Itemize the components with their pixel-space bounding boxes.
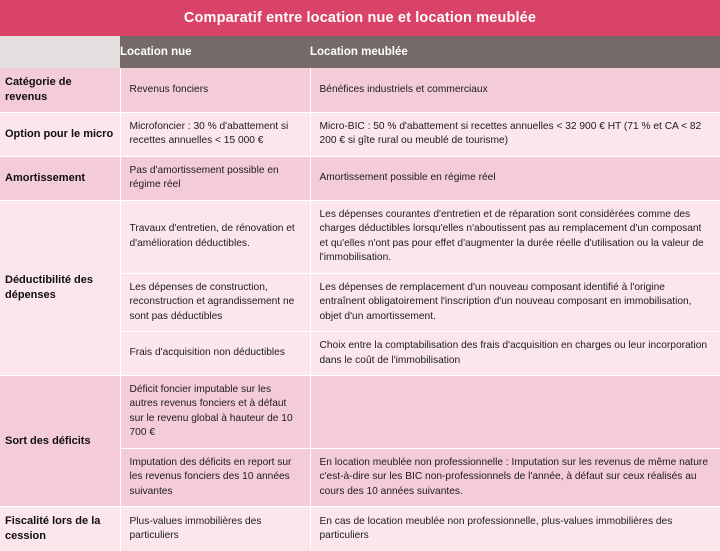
table-row [0,200,720,273]
row-label-amortissement: Amortissement [0,156,120,200]
cell-meublee-deductibilite-1: Les dépenses courantes d'entretien et de réparation sont considérées comme des charges déductibles lorsqu'elles n'aboutissent pas au remplacement d'un composant et qu'elles n'ont pas pour effet d'augmenter la durée réelle d'utilisation ou la valeur de l'immobilisation. [310,200,720,273]
cell-meublee-fiscalite: En cas de location meublée non professionnelle, plus-values immobilières des particuliers [310,507,720,551]
row-label-categorie-de-revenus: Catégorie de revenus [0,68,120,112]
cell-meublee-amortissement: Amortissement possible en régime réel [310,156,720,200]
row-label-fiscalite-lors-de-la-cession: Fiscalité lors de la cession [0,507,120,551]
row-label-option-pour-le-micro: Option pour le micro [0,112,120,156]
cell-meublee-sort-des-deficits-1 [310,375,720,448]
cell-nue-categorie-de-revenus: Revenus fonciers [120,68,310,112]
cell-meublee-categorie-de-revenus: Bénéfices industriels et commerciaux [310,68,720,112]
table-header-row [0,36,720,68]
comparison-table [0,36,720,551]
table-header-location-meublee: Location meublée [310,36,720,68]
cell-nue-deductibilite-3: Frais d'acquisition non déductibles [120,332,310,376]
cell-meublee-deductibilite-2: Les dépenses de remplacement d'un nouveau composant identifié à l'origine entraînent obligatoirement l'inscription d'un nouveau composant en immobilisation, objet d'un amortissement. [310,273,720,331]
cell-meublee-deductibilite-3: Choix entre la comptabilisation des frais d'acquisition en charges ou leur incorporation dans le coût de l'immobilisation [310,332,720,376]
table-header-location-nue: Location nue [120,36,310,68]
row-label-sort-des-deficits: Sort des déficits [0,375,120,506]
table-row [0,507,720,551]
cell-nue-deductibilite-1: Travaux d'entretien, de rénovation et d'amélioration déductibles. [120,200,310,273]
document-title-bar [0,0,720,36]
cell-nue-deductibilite-2: Les dépenses de construction, reconstruction et agrandissement ne sont pas déductibles [120,273,310,331]
cell-nue-option-pour-le-micro: Microfoncier : 30 % d'abattement si recettes annuelles < 15 000 € [120,112,310,156]
cell-nue-amortissement: Pas d'amortissement possible en régime réel [120,156,310,200]
table-row [0,375,720,448]
cell-nue-sort-des-deficits-2: Imputation des déficits en report sur les revenus fonciers des 10 années suivantes [120,448,310,506]
table-row [0,68,720,112]
cell-meublee-option-pour-le-micro: Micro-BIC : 50 % d'abattement si recettes annuelles < 32 900 € HT (71 % et CA < 82 200 € si gîte rural ou meublé de tourisme) [310,112,720,156]
cell-nue-fiscalite: Plus-values immobilières des particuliers [120,507,310,551]
page-title: Comparatif entre location nue et location meublée [183,10,537,26]
cell-nue-sort-des-deficits-1: Déficit foncier imputable sur les autres revenus fonciers et à défaut sur le revenu global à hauteur de 10 700 € [120,375,310,448]
row-label-deductibilite-des-depenses: Déductibilité des dépenses [0,200,120,375]
table-row [0,156,720,200]
table-row [0,112,720,156]
table-header-blank [0,36,120,68]
cell-meublee-sort-des-deficits-2: En location meublée non professionnelle : Imputation sur les revenus de même nature c'est-à-dire sur les BIC non-professionnels de l'année, à défaut sur ceux réalisés au cours des 10 années suivantes. [310,448,720,506]
